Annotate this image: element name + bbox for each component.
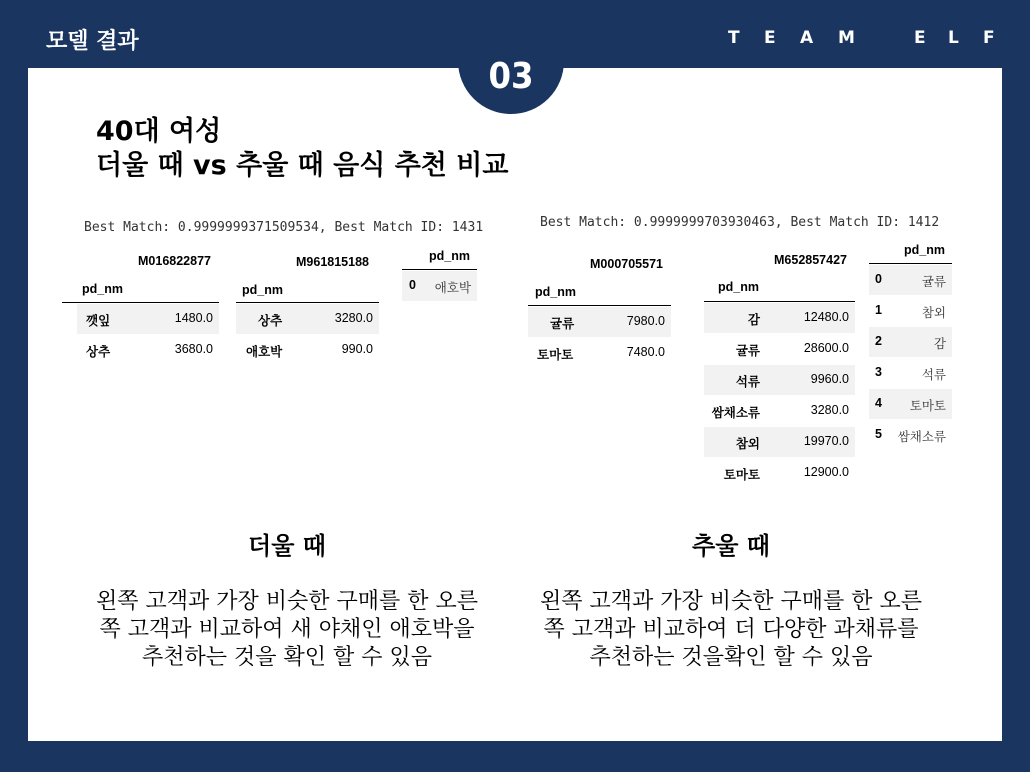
row-value: 3280.0 xyxy=(810,403,849,417)
team-letter: M xyxy=(838,28,855,48)
row-key: 깻잎 xyxy=(86,314,111,328)
index-header: pd_nm xyxy=(82,282,123,296)
table-row xyxy=(704,365,855,395)
row-value: 7980.0 xyxy=(626,314,665,328)
desc-line: 추천하는 것을확인 할 수 있음 xyxy=(589,645,873,670)
row-value: 19970.0 xyxy=(803,434,849,448)
team-letter: L xyxy=(948,28,959,48)
right-subtitle: 추울 때 xyxy=(692,532,770,560)
row-value: 토마토 xyxy=(909,399,946,413)
desc-line: 쪽 고객과 비교하여 새 야채인 애호박을 xyxy=(99,617,475,642)
table-row xyxy=(869,389,952,419)
row-key: 쌈채소류 xyxy=(711,406,760,420)
row-value: 쌈채소류 xyxy=(897,430,946,444)
left-description xyxy=(60,588,514,672)
section-title: 모델 결과 xyxy=(46,29,139,54)
page-number: 03 xyxy=(488,56,534,97)
table-rule xyxy=(704,301,855,302)
column-header: M652857427 xyxy=(774,253,847,267)
table-rule xyxy=(528,305,671,306)
row-key: 감 xyxy=(747,313,760,327)
table-row xyxy=(528,307,671,337)
row-key: 상추 xyxy=(258,314,283,328)
table-row xyxy=(704,303,855,333)
row-value: 7480.0 xyxy=(626,345,665,359)
row-value: 3680.0 xyxy=(174,342,213,356)
desc-line: 쪽 고객과 비교하여 더 다양한 과채류를 xyxy=(543,617,919,642)
row-value: 9960.0 xyxy=(810,372,849,386)
row-value: 1480.0 xyxy=(174,311,213,325)
column-header: M016822877 xyxy=(138,254,211,268)
right-description xyxy=(504,588,958,672)
row-index: 2 xyxy=(875,334,882,348)
table-row xyxy=(236,304,379,334)
team-letter: A xyxy=(800,28,814,48)
dataframe-table xyxy=(236,253,380,373)
table-row xyxy=(704,334,855,364)
column-header: pd_nm xyxy=(904,243,945,257)
table-row xyxy=(77,304,219,334)
left-subtitle: 더울 때 xyxy=(248,532,326,560)
column-header: M961815188 xyxy=(296,255,369,269)
row-key: 참외 xyxy=(735,437,760,451)
row-index: 4 xyxy=(875,396,882,410)
table-row xyxy=(869,327,952,357)
row-index: 3 xyxy=(875,365,882,379)
slide-title xyxy=(96,115,508,183)
row-value: 990.0 xyxy=(341,342,373,356)
table-row xyxy=(869,358,952,388)
row-key: 토마토 xyxy=(537,348,574,362)
dataframe-table xyxy=(528,254,672,374)
table-rule xyxy=(62,302,219,303)
table-row xyxy=(869,420,952,450)
table-rule xyxy=(236,302,379,303)
row-index: 1 xyxy=(875,303,882,317)
index-header: pd_nm xyxy=(535,285,576,299)
dataframe-table xyxy=(869,240,953,460)
column-header: M000705571 xyxy=(590,257,663,271)
dataframe-table xyxy=(704,251,856,487)
row-key: 석류 xyxy=(735,375,760,389)
row-index: 5 xyxy=(875,427,882,441)
row-value: 석류 xyxy=(921,368,946,382)
desc-line: 추천하는 것을 확인 할 수 있음 xyxy=(142,645,432,670)
row-value: 3280.0 xyxy=(334,311,373,325)
row-value: 12480.0 xyxy=(803,310,849,324)
row-value: 28600.0 xyxy=(803,341,849,355)
row-index: 0 xyxy=(875,272,882,286)
table-row xyxy=(704,458,855,488)
row-key: 귤류 xyxy=(550,317,575,331)
row-value: 귤류 xyxy=(921,275,946,289)
table-rule xyxy=(402,269,477,270)
best-match-text: Best Match: 0.9999999371509534, Best Match ID: 1431 xyxy=(84,220,484,235)
table-row xyxy=(869,296,952,326)
row-value: 감 xyxy=(933,337,946,351)
title-line-2: 더울 때 vs 추울 때 음식 추천 비교 xyxy=(96,150,509,181)
index-header: pd_nm xyxy=(718,280,759,294)
desc-line: 왼쪽 고객과 가장 비슷한 구매를 한 오른 xyxy=(540,589,922,614)
row-key: 토마토 xyxy=(723,468,760,482)
table-row xyxy=(704,427,855,457)
row-key: 애호박 xyxy=(246,345,283,359)
table-rule xyxy=(869,263,952,264)
table-row xyxy=(704,396,855,426)
table-row xyxy=(869,265,952,295)
table-row xyxy=(528,338,671,368)
title-line-1: 40대 여성 xyxy=(96,116,222,147)
row-key: 귤류 xyxy=(735,344,760,358)
team-letter: F xyxy=(983,28,995,48)
table-row xyxy=(77,335,219,365)
column-header: pd_nm xyxy=(429,249,470,263)
dataframe-table xyxy=(62,252,220,372)
row-value: 애호박 xyxy=(434,281,471,295)
team-letter: E xyxy=(914,28,926,48)
index-header: pd_nm xyxy=(242,283,283,297)
row-value: 12900.0 xyxy=(803,465,849,479)
row-index: 0 xyxy=(409,278,416,292)
team-letter: T xyxy=(728,28,740,48)
row-key: 상추 xyxy=(86,345,111,359)
dataframe-table xyxy=(402,245,478,305)
desc-line: 왼쪽 고객과 가장 비슷한 구매를 한 오른 xyxy=(96,589,478,614)
team-letter: E xyxy=(764,28,776,48)
best-match-text: Best Match: 0.9999999703930463, Best Match ID: 1412 xyxy=(540,215,940,230)
table-row xyxy=(402,271,477,301)
table-row xyxy=(236,335,379,365)
row-value: 참외 xyxy=(921,306,946,320)
